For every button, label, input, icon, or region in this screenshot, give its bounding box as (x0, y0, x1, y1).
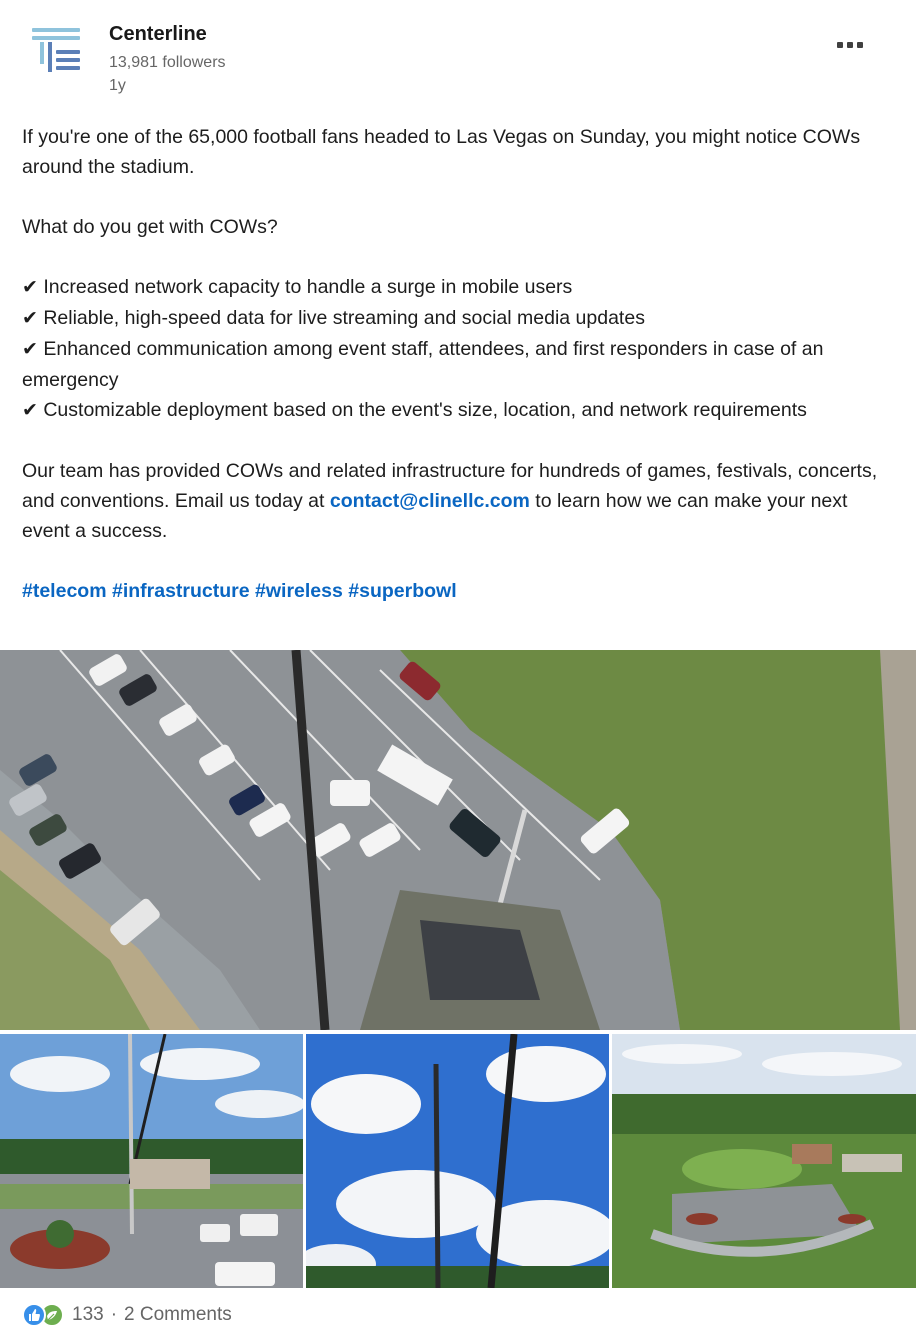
more-options-button[interactable] (828, 30, 872, 60)
more-horizontal-icon (837, 42, 843, 48)
like-icon (22, 1303, 46, 1327)
hashtag-list (22, 576, 892, 606)
closing-text: Our team has provided COWs and related infrastructure for hundreds of games, festivals, concerts, and conventions. Email us today at (22, 460, 878, 512)
aerial-photo (0, 650, 916, 1030)
checkmark-icon: ✔ (22, 308, 38, 329)
tower-site-photo (0, 1034, 303, 1288)
email-link[interactable]: contact@clinellc.com (329, 490, 530, 512)
comments-link[interactable]: 2 Comments (124, 1304, 232, 1325)
tower-sky-photo (306, 1034, 609, 1288)
post-intro: If you're one of the 65,000 football fans headed to Las Vegas on Sunday, you might notice COWs around the stadium. (22, 126, 861, 178)
hashtag-wireless[interactable]: #wireless (255, 580, 343, 602)
separator: · (110, 1304, 118, 1325)
reaction-count[interactable]: 133 (72, 1304, 104, 1325)
centerline-logo[interactable] (28, 20, 84, 80)
bullet-text: Increased network capacity to handle a surge in mobile users (43, 276, 573, 298)
bullet-text: Customizable deployment based on the event's size, location, and network requirements (43, 399, 807, 421)
more-dot (857, 42, 863, 48)
ballpark-photo (612, 1034, 916, 1288)
bullet-item (22, 272, 892, 303)
closing-text-end: to learn how we can make your next event a success. (22, 490, 848, 542)
hashtag-telecom[interactable]: #telecom (22, 580, 107, 602)
post-timestamp: 1y (109, 77, 126, 94)
bullet-item (22, 303, 892, 334)
follower-count: 13,981 followers (109, 54, 226, 71)
bullet-text: Enhanced communication among event staff, attendees, and first responders in case of an emergency (22, 338, 824, 391)
more-dot (847, 42, 853, 48)
bullet-item (22, 334, 892, 395)
checkmark-icon: ✔ (22, 277, 38, 298)
company-name[interactable]: Centerline (109, 23, 207, 45)
hashtag-superbowl[interactable]: #superbowl (348, 580, 457, 602)
post-image-aerial-parking[interactable] (0, 650, 916, 1030)
checkmark-icon: ✔ (22, 339, 38, 360)
post-text (22, 122, 892, 606)
post-image-tower-site[interactable] (0, 1034, 303, 1288)
hashtag-infrastructure[interactable]: #infrastructure (111, 580, 250, 602)
post-question: What do you get with COWs? (22, 216, 278, 238)
checkmark-icon: ✔ (22, 400, 38, 421)
post-header (0, 0, 916, 110)
post-image-ballpark[interactable] (612, 1034, 916, 1288)
post-closing (22, 456, 892, 546)
bullet-item (22, 395, 892, 426)
reaction-icons[interactable] (22, 1303, 64, 1327)
social-counts (22, 1300, 232, 1330)
post-image-tower-sky[interactable] (306, 1034, 609, 1288)
bullet-text: Reliable, high-speed data for live streaming and social media updates (43, 307, 645, 329)
